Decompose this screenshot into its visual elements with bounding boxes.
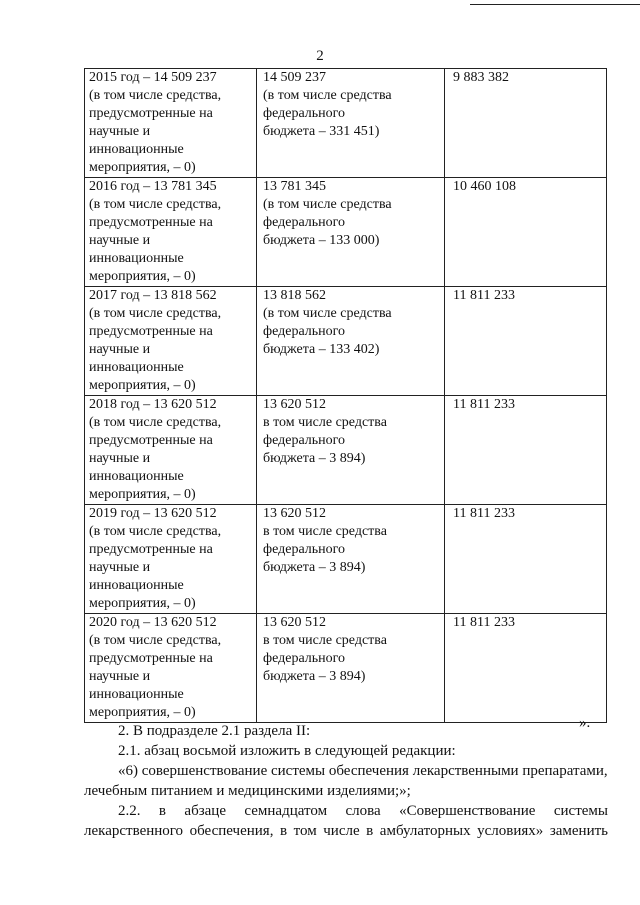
- federal-budget-cell: [257, 69, 445, 178]
- cell-line: мероприятия, – 0): [89, 160, 196, 175]
- cell-line: (в том числе средства,: [89, 197, 222, 212]
- federal-budget-cell: [257, 396, 445, 505]
- cell-line: (в том числе средства,: [89, 415, 222, 430]
- federal-budget-cell: [257, 505, 445, 614]
- cell-line: 13 620 512: [263, 506, 326, 521]
- table-row: [85, 69, 607, 178]
- cell-line: (в том числе средства,: [89, 88, 222, 103]
- cell-line: бюджета – 133 000): [263, 233, 380, 248]
- amount-cell: [445, 396, 607, 505]
- cell-line: 13 620 512: [263, 615, 326, 630]
- cell-line: 2018 год – 13 620 512: [89, 397, 217, 412]
- cell-line: бюджета – 331 451): [263, 124, 380, 139]
- cell-line: (в том числе средства: [263, 306, 392, 321]
- year-total-cell: [85, 396, 257, 505]
- cell-line: предусмотренные на: [89, 542, 213, 557]
- table-row: [85, 178, 607, 287]
- cell-line: 11 811 233: [453, 288, 515, 303]
- page-number: 2: [316, 48, 324, 64]
- closing-quote: ».: [579, 715, 591, 731]
- cell-line: научные и: [89, 124, 151, 139]
- table-row: [85, 396, 607, 505]
- cell-line: инновационные: [89, 469, 184, 484]
- cell-line: 11 811 233: [453, 615, 515, 630]
- amount-cell: [445, 69, 607, 178]
- cell-line: инновационные: [89, 251, 184, 266]
- federal-budget-cell: [257, 614, 445, 723]
- paragraph-2-1: 2.1. абзац восьмой изложить в следующей редакции:: [118, 743, 456, 759]
- cell-line: федерального: [263, 215, 346, 230]
- paragraph-quote-line-2: лечебным питанием и медицинскими изделиями;»;: [84, 783, 411, 799]
- cell-line: предусмотренные на: [89, 651, 213, 666]
- cell-line: научные и: [89, 451, 151, 466]
- cell-line: предусмотренные на: [89, 324, 213, 339]
- cell-line: 11 811 233: [453, 506, 515, 521]
- cell-line: предусмотренные на: [89, 106, 213, 121]
- cell-line: (в том числе средства: [263, 88, 392, 103]
- federal-budget-cell: [257, 287, 445, 396]
- cell-line: 9 883 382: [453, 70, 509, 85]
- cell-line: в том числе средства: [263, 524, 387, 539]
- table-row: [85, 287, 607, 396]
- amount-cell: [445, 178, 607, 287]
- header-rule: [470, 4, 640, 5]
- year-total-cell: [85, 69, 257, 178]
- cell-line: бюджета – 3 894): [263, 669, 366, 684]
- cell-line: 2019 год – 13 620 512: [89, 506, 217, 521]
- cell-line: бюджета – 3 894): [263, 560, 366, 575]
- cell-line: инновационные: [89, 687, 184, 702]
- cell-line: инновационные: [89, 360, 184, 375]
- cell-line: (в том числе средства: [263, 197, 392, 212]
- year-total-cell: [85, 178, 257, 287]
- cell-line: 2016 год – 13 781 345: [89, 179, 217, 194]
- cell-line: (в том числе средства,: [89, 633, 222, 648]
- cell-line: 11 811 233: [453, 397, 515, 412]
- cell-line: федерального: [263, 324, 346, 339]
- cell-line: мероприятия, – 0): [89, 705, 196, 720]
- cell-line: мероприятия, – 0): [89, 378, 196, 393]
- cell-line: 13 818 562: [263, 288, 326, 303]
- cell-line: предусмотренные на: [89, 433, 213, 448]
- cell-line: федерального: [263, 651, 346, 666]
- cell-line: 13 620 512: [263, 397, 326, 412]
- amount-cell: [445, 505, 607, 614]
- cell-line: 13 781 345: [263, 179, 326, 194]
- cell-line: мероприятия, – 0): [89, 487, 196, 502]
- amount-cell: [445, 287, 607, 396]
- year-total-cell: [85, 287, 257, 396]
- federal-budget-cell: [257, 178, 445, 287]
- year-total-cell: [85, 614, 257, 723]
- cell-line: 14 509 237: [263, 70, 326, 85]
- paragraph-section-2: 2. В подразделе 2.1 раздела II:: [118, 723, 311, 739]
- cell-line: 10 460 108: [453, 179, 516, 194]
- cell-line: бюджета – 133 402): [263, 342, 380, 357]
- cell-line: мероприятия, – 0): [89, 596, 196, 611]
- cell-line: научные и: [89, 560, 151, 575]
- cell-line: научные и: [89, 669, 151, 684]
- cell-line: научные и: [89, 342, 151, 357]
- budget-table: [84, 68, 607, 723]
- paragraph-quote-line-1: «6) совершенствование системы обеспечения лекарственными препаратами,: [118, 763, 608, 779]
- cell-line: федерального: [263, 106, 346, 121]
- year-total-cell: [85, 505, 257, 614]
- cell-line: в том числе средства: [263, 415, 387, 430]
- paragraph-2-2-line-2: лекарственного обеспечения, в том числе в амбулаторных условиях» заменить: [84, 823, 608, 839]
- cell-line: в том числе средства: [263, 633, 387, 648]
- table-row: [85, 614, 607, 723]
- paragraph-2-2-line-1: 2.2. в абзаце семнадцатом слова «Совершенствование системы: [118, 803, 608, 819]
- cell-line: инновационные: [89, 142, 184, 157]
- cell-line: 2015 год – 14 509 237: [89, 70, 217, 85]
- cell-line: 2017 год – 13 818 562: [89, 288, 217, 303]
- cell-line: бюджета – 3 894): [263, 451, 366, 466]
- cell-line: 2020 год – 13 620 512: [89, 615, 217, 630]
- cell-line: инновационные: [89, 578, 184, 593]
- cell-line: предусмотренные на: [89, 215, 213, 230]
- cell-line: научные и: [89, 233, 151, 248]
- amount-cell: [445, 614, 607, 723]
- cell-line: (в том числе средства,: [89, 524, 222, 539]
- cell-line: федерального: [263, 433, 346, 448]
- cell-line: мероприятия, – 0): [89, 269, 196, 284]
- table-row: [85, 505, 607, 614]
- cell-line: федерального: [263, 542, 346, 557]
- cell-line: (в том числе средства,: [89, 306, 222, 321]
